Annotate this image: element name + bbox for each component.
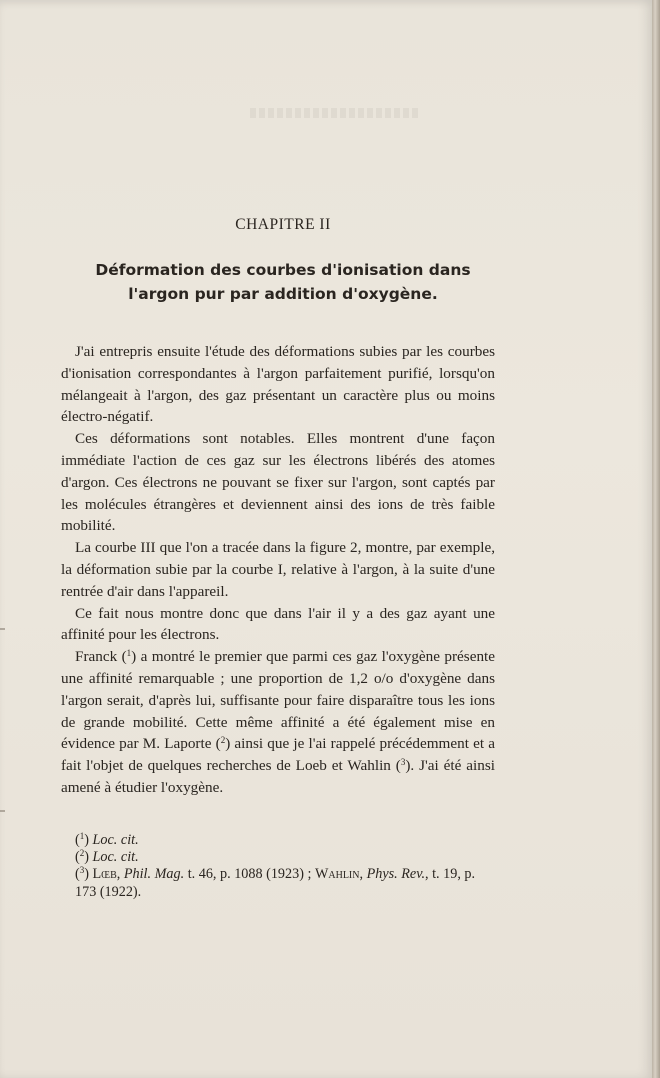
footnote-ref-2: 2 — [220, 735, 226, 746]
footnote-1-text: Loc. cit. — [92, 832, 139, 848]
paragraph-5-part-d: ). J'ai été ainsi amené à étudier l'oxygène. — [61, 757, 495, 796]
paragraph-5-part-a: Franck ( — [75, 648, 127, 666]
footnote-3-sep-1: , — [116, 866, 124, 883]
paragraph-4: Ce fait nous montre donc que dans l'air il y a des gaz ayant une affinité pour les électrons. — [61, 604, 495, 644]
chapter-heading: CHAPITRE II — [235, 216, 331, 233]
footnote-2: ($^2$) Loc. cit. — [75, 848, 139, 866]
paragraph-3: La courbe III que l'on a tracée dans la figure 2, montre, par exemple, la déformation subie par la courbe I, relative à l'argon, à la suite d'une rentrée d'air dans l'appareil. — [61, 539, 495, 600]
paragraph-1: J'ai entrepris ensuite l'étude des déformations subies par les courbes d'ionisation correspondantes à l'argon parfaitement purifié, lorsqu'on mélangeait à l'argon, des gaz présentant un caractère plus ou moins électro-négatif. — [61, 343, 495, 426]
footnote-ref-3: 3 — [400, 757, 406, 768]
footnote-3-journal-1: Phil. Mag. — [123, 866, 185, 883]
margin-mark — [0, 628, 5, 630]
footnote-3-journal-2: Phys. Rev. — [366, 866, 426, 883]
footnote-1: ($^1$) Loc. cit. — [75, 831, 139, 848]
paragraph-5 — [61, 646, 495, 799]
footnote-3-ref-1: t. 46, p. 1088 (1923) ; — [184, 866, 315, 883]
footnote-ref-1: 1 — [126, 648, 132, 659]
show-through-text — [250, 108, 420, 118]
footnote-3-number: 3 — [79, 865, 85, 876]
footnote-3: ($^3$) Lœb, Phil. Mag. t. 46, p. 1088 (1923) ; Wahlin, Phys. Rev., t. 19, p. 173 (1922). — [75, 865, 476, 900]
page-edge — [652, 0, 660, 1078]
footnote-2-number: 2 — [79, 848, 85, 859]
chapter-title — [80, 258, 486, 306]
body-text — [61, 341, 495, 799]
footnote-3-ref-2: , t. 19, p. 173 (1922). — [75, 866, 476, 900]
margin-mark — [0, 810, 5, 812]
footnote-3-author-2: Wahlin — [314, 866, 360, 883]
paragraph-2: Ces déformations sont notables. Elles montrent d'une façon immédiate l'action de ces gaz sur les électrons libérés des atomes d'argon. Ces électrons ne pouvant se fixer sur l'argon, sont captés par les molécules étrangères et deviennent ainsi des ions de très faible mobilité. — [61, 430, 495, 535]
chapter-title-line-2: l'argon pur par addition d'oxygène. — [128, 285, 438, 303]
footnote-1-number: 1 — [79, 831, 85, 841]
footnotes — [61, 832, 495, 901]
footnote-3-author-1: Lœb — [92, 866, 117, 883]
footnote-3-sep-2: , — [359, 866, 367, 883]
footnote-2-text: Loc. cit. — [92, 849, 139, 866]
paragraph-5-part-b: ) a montré le premier que parmi ces gaz l'oxygène présente une affinité remarquable ; une proportion de 1,2 o/o d'oxygène dans l'argon serait, d'après lui, suffisante pour faire disparaître tous les ions de grande mobilité. Cette même affinité a été également mise en évidence par M. Laporte ( — [61, 648, 496, 753]
chapter-title-line-1: Déformation des courbes d'ionisation dans — [95, 261, 471, 279]
paragraph-5-part-c: ) ainsi que je l'ai rappelé précédemment et a fait l'objet de quelques recherches de Loeb et Wahlin ( — [61, 735, 495, 775]
